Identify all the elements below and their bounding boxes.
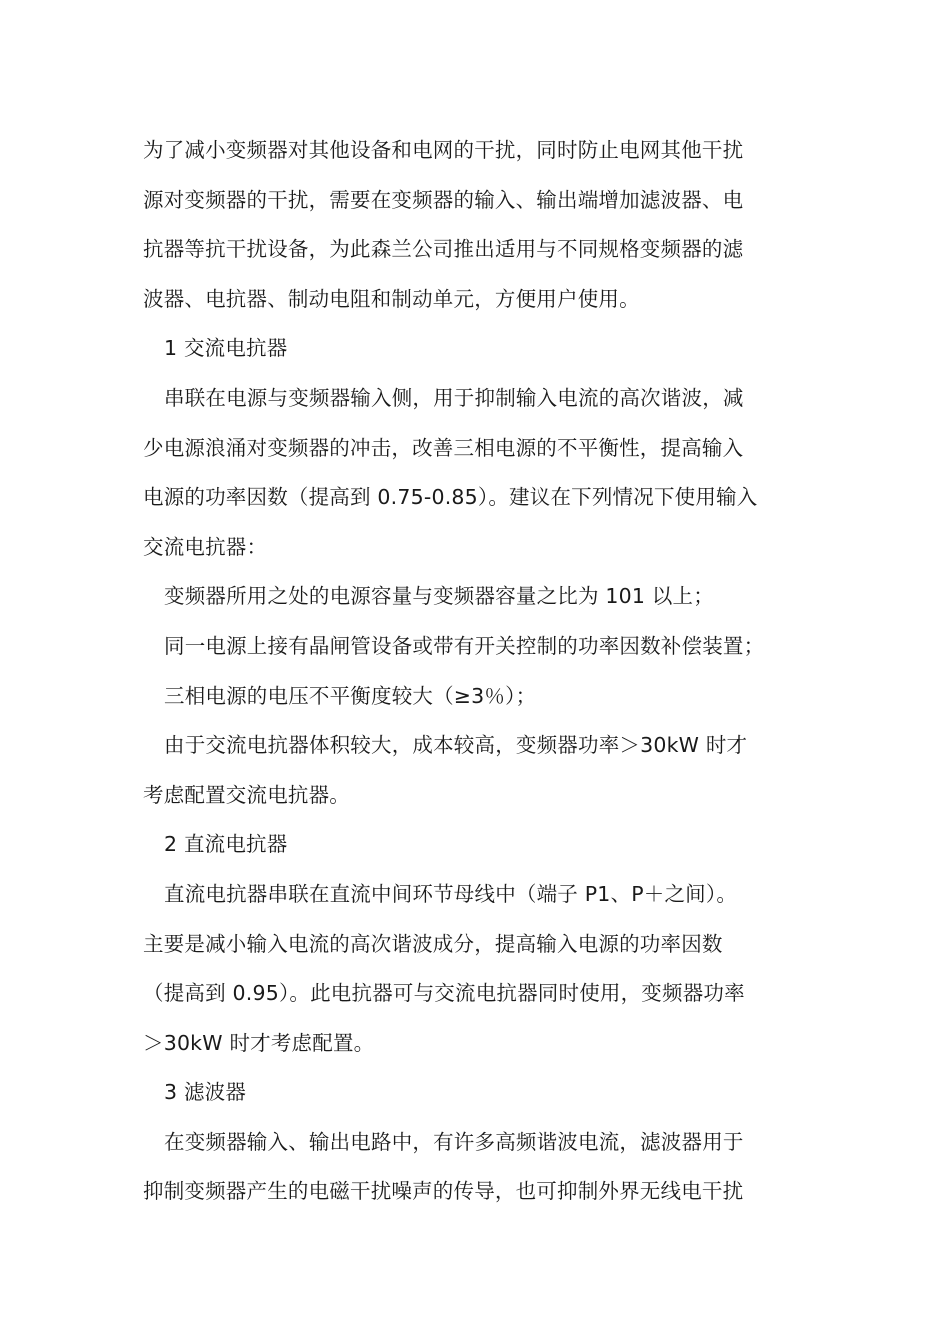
condition-item: 变频器所用之处的电源容量与变频器容量之比为 101 以上；: [164, 584, 714, 609]
intro-paragraph-line: 波器、电抗器、制动电阻和制动单元，方便用户使用。: [143, 286, 640, 311]
ac-reactor-paragraph-line: 少电源浪涌对变频器的冲击，改善三相电源的不平衡性，提高输入: [143, 435, 744, 460]
ac-reactor-paragraph-line: 串联在电源与变频器输入侧，用于抑制输入电流的高次谐波，减: [164, 385, 744, 410]
ac-reactor-paragraph-line: 电源的功率因数（提高到 0.75-0.85）。建议在下列情况下使用输入: [143, 485, 758, 510]
section-heading-dc-reactor: 2 直流电抗器: [164, 832, 288, 857]
dc-reactor-paragraph-line: （提高到 0.95）。此电抗器可与交流电抗器同时使用，变频器功率: [143, 981, 745, 1006]
section-heading-filter: 3 滤波器: [164, 1080, 247, 1105]
dc-reactor-paragraph-line: ＞30kW 时才考虑配置。: [143, 1030, 375, 1055]
intro-paragraph-line: 抗器等抗干扰设备，为此森兰公司推出适用与不同规格变频器的滤: [143, 237, 744, 262]
condition-item: 同一电源上接有晶闸管设备或带有开关控制的功率因数补偿装置；: [164, 633, 765, 658]
dc-reactor-paragraph-line: 直流电抗器串联在直流中间环节母线中（端子 P1、P＋之间）。: [164, 881, 738, 906]
ac-reactor-note-line: 由于交流电抗器体积较大，成本较高，变频器功率＞30kW 时才: [164, 733, 748, 758]
intro-paragraph-line: 源对变频器的干扰，需要在变频器的输入、输出端增加滤波器、电: [143, 187, 744, 212]
section-heading-ac-reactor: 1 交流电抗器: [164, 336, 288, 361]
filter-paragraph-line: 在变频器输入、输出电路中，有许多高频谐波电流，滤波器用于: [164, 1129, 744, 1154]
filter-paragraph-line: 抑制变频器产生的电磁干扰噪声的传导，也可抑制外界无线电干扰: [143, 1179, 744, 1204]
ac-reactor-note-line: 考虑配置交流电抗器。: [143, 782, 350, 807]
document-body: [143, 126, 807, 1217]
ac-reactor-paragraph-line: 交流电抗器：: [143, 534, 268, 559]
condition-item: 三相电源的电压不平衡度较大（≥3％）；: [164, 683, 537, 708]
dc-reactor-paragraph-line: 主要是减小输入电流的高次谐波成分，提高输入电源的功率因数: [143, 931, 723, 956]
intro-paragraph-line: 为了减小变频器对其他设备和电网的干扰，同时防止电网其他干扰: [143, 138, 744, 162]
